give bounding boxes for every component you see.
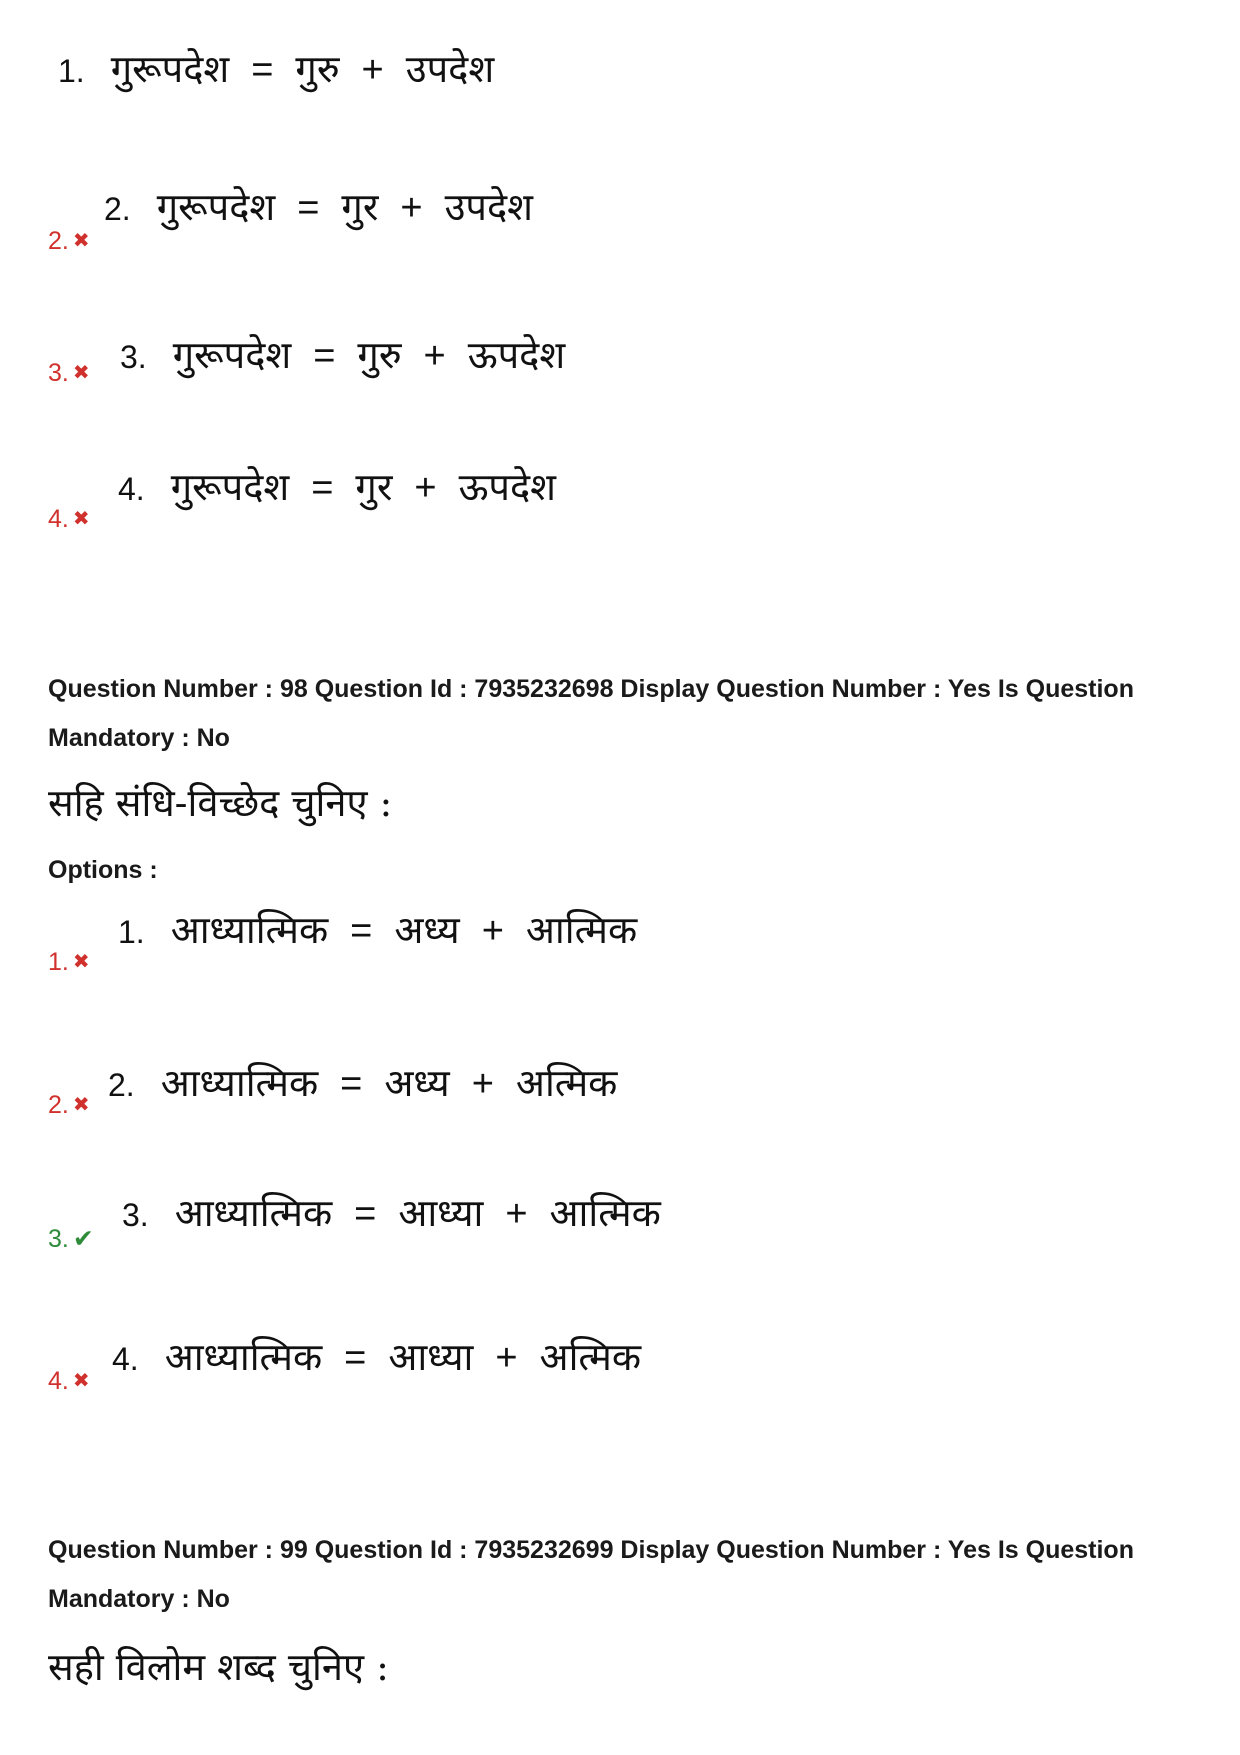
option-number: 2. <box>104 191 131 227</box>
equals-sign: = <box>340 1063 363 1105</box>
option-image-text <box>58 44 494 96</box>
option-number: 4. <box>112 1341 139 1377</box>
option-image-text <box>122 1188 661 1240</box>
option-part-a: आध्या <box>398 1191 484 1235</box>
plus-sign: + <box>423 335 446 377</box>
option-marker <box>48 358 90 388</box>
option-word: आध्यात्मिक <box>174 1191 333 1235</box>
option-row <box>0 1188 1240 1253</box>
option-row <box>0 40 1240 100</box>
option-row <box>0 1332 1240 1395</box>
plus-sign: + <box>361 49 384 91</box>
question-text: सही विलोम शब्द चुनिए : <box>48 1645 389 1689</box>
question-text: सहि संधि-विच्छेद चुनिए : <box>48 781 393 825</box>
equals-sign: = <box>344 1337 367 1379</box>
check-icon: ✔ <box>72 1225 94 1253</box>
equals-sign: = <box>297 187 320 229</box>
option-image-text <box>108 1058 617 1110</box>
option-image-text <box>118 905 637 957</box>
option-part-b: ऊपदेश <box>458 465 556 509</box>
option-word: गुरूपदेश <box>156 185 276 229</box>
option-marker-number: 3. <box>48 359 69 387</box>
option-marker-number: 2. <box>48 1091 69 1119</box>
option-marker-number: 1. <box>48 948 69 976</box>
option-marker-number: 3. <box>48 1225 69 1253</box>
option-image-text <box>118 462 556 514</box>
option-part-b: आत्मिक <box>549 1191 661 1235</box>
option-marker <box>48 226 90 256</box>
option-part-a: अध्य <box>394 908 460 952</box>
plus-sign: + <box>471 1063 494 1105</box>
option-row <box>0 462 1240 533</box>
option-part-a: आध्या <box>388 1335 474 1379</box>
option-image-text <box>120 330 565 382</box>
option-word: आध्यात्मिक <box>164 1335 323 1379</box>
option-row <box>0 330 1240 390</box>
option-row <box>0 905 1240 976</box>
option-marker <box>48 1090 90 1120</box>
equals-sign: = <box>313 335 336 377</box>
option-word: गुरूपदेश <box>110 47 230 91</box>
cross-icon: ✖ <box>72 362 90 384</box>
option-number: 3. <box>120 339 147 375</box>
options-label: Options : <box>48 856 158 884</box>
option-marker <box>48 947 90 977</box>
option-word: गुरूपदेश <box>172 333 292 377</box>
option-word: आध्यात्मिक <box>160 1061 319 1105</box>
option-image-text <box>104 182 533 234</box>
cross-icon: ✖ <box>72 508 90 530</box>
plus-sign: + <box>495 1337 518 1379</box>
option-row <box>0 182 1240 255</box>
plus-sign: + <box>505 1193 528 1235</box>
equals-sign: = <box>311 467 334 509</box>
option-part-b: अत्मिक <box>515 1061 618 1105</box>
equals-sign: = <box>251 49 274 91</box>
option-marker-number: 2. <box>48 227 69 255</box>
option-marker <box>48 1366 90 1396</box>
question-header-line1: Question Number : 99 Question Id : 7935232699 Display Question Number : Yes Is Question <box>48 1536 1134 1564</box>
question-header-line2: Mandatory : No <box>48 724 230 752</box>
option-part-a: गुरु <box>295 47 340 91</box>
equals-sign: = <box>354 1193 377 1235</box>
option-part-b: आत्मिक <box>525 908 638 952</box>
option-part-a: अध्य <box>384 1061 450 1105</box>
plus-sign: + <box>400 187 423 229</box>
option-marker-number: 4. <box>48 1367 69 1395</box>
option-word: गुरूपदेश <box>170 465 290 509</box>
option-number: 3. <box>122 1197 149 1233</box>
plus-sign: + <box>481 910 504 952</box>
question-header-line2: Mandatory : No <box>48 1585 230 1613</box>
option-part-b: उपदेश <box>444 185 533 229</box>
option-word: आध्यात्मिक <box>170 908 329 952</box>
cross-icon: ✖ <box>72 230 90 252</box>
option-part-a: गुरु <box>357 333 402 377</box>
option-part-b: अत्मिक <box>539 1335 642 1379</box>
option-image-text <box>112 1332 641 1384</box>
option-number: 1. <box>58 53 85 89</box>
cross-icon: ✖ <box>72 1094 90 1116</box>
option-number: 1. <box>118 914 145 950</box>
option-part-b: ऊपदेश <box>467 333 566 377</box>
option-part-b: उपदेश <box>405 47 495 91</box>
option-part-a: गुर <box>341 185 379 229</box>
option-marker <box>48 1224 94 1254</box>
option-part-a: गुर <box>355 465 393 509</box>
question-header <box>48 665 1208 763</box>
question-header <box>48 1526 1208 1624</box>
question-header-line1: Question Number : 98 Question Id : 7935232698 Display Question Number : Yes Is Question <box>48 675 1134 703</box>
equals-sign: = <box>350 910 373 952</box>
plus-sign: + <box>414 467 437 509</box>
cross-icon: ✖ <box>72 1370 90 1392</box>
option-marker-number: 4. <box>48 505 69 533</box>
option-marker <box>48 504 90 534</box>
option-number: 2. <box>108 1067 135 1103</box>
option-row <box>0 1058 1240 1118</box>
cross-icon: ✖ <box>72 951 90 973</box>
option-number: 4. <box>118 471 145 507</box>
